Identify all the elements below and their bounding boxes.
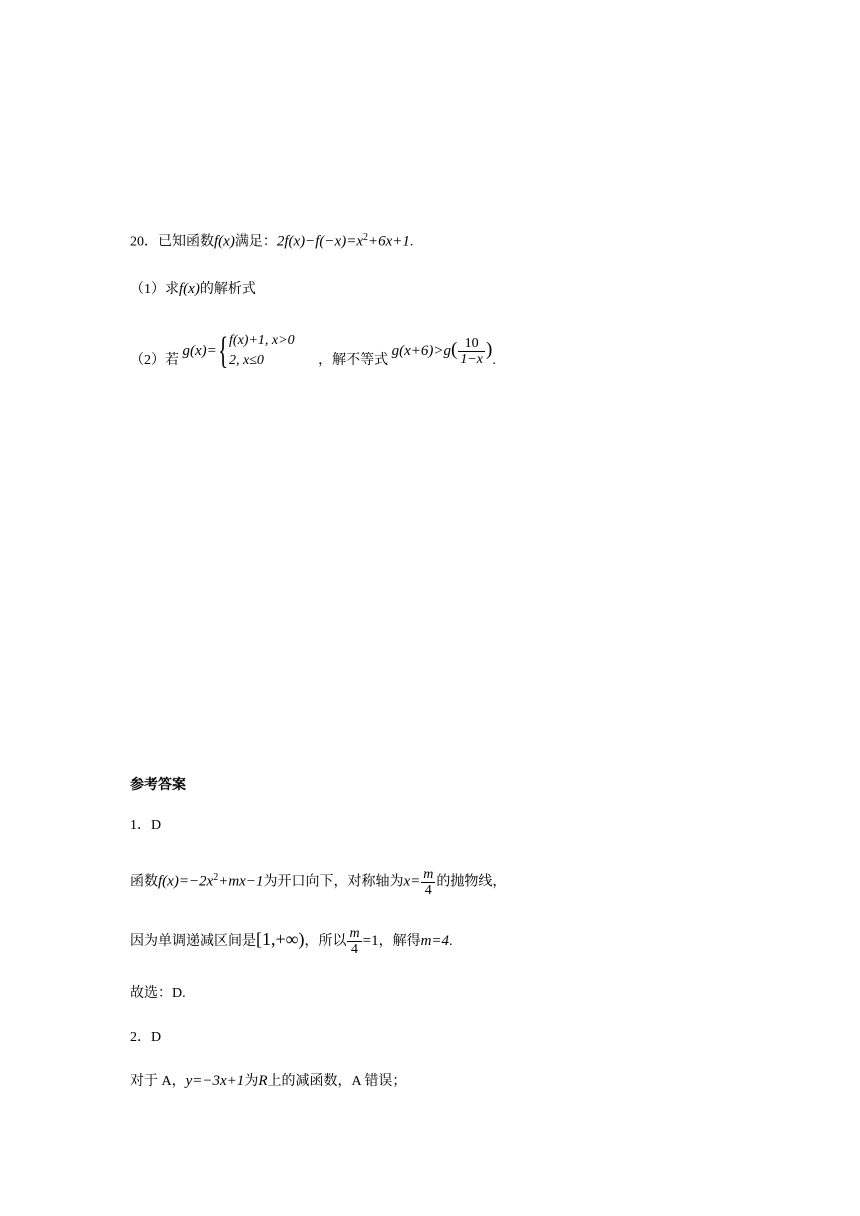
fraction-m-over-4: $\frac{m}{4}$ <box>349 926 360 958</box>
case-2: 2, x≤0 <box>229 353 264 369</box>
q20-stem: 20．已知函数f(x)满足：$2f(x)-f(-x)=x^2+6x+1$. <box>130 232 414 250</box>
answer-2: 2．D <box>130 1030 162 1045</box>
equation-rhs: +6x+1 <box>367 233 410 250</box>
answer-1-conclusion: 故选：D. <box>130 986 186 1001</box>
answer-1-line-2: 因为单调递减区间是[1,+∞)，所以 $\frac{m}{4}$ =1，解得m=4. <box>130 926 453 958</box>
piecewise-function: g(x)={ f(x)+1, x>0 2, x≤0 <box>182 330 295 373</box>
answers-heading: 参考答案 <box>130 777 186 793</box>
fraction: $\frac{10}{1-x}$ <box>460 336 483 368</box>
answer-2-line-1: 对于 A，y=−3x+1为R上的减函数，A 错误； <box>130 1073 407 1089</box>
answer-1-line-1: 函数$f(x)=-2x^2+mx-1$为开口向下，对称轴为x= $\frac{m}{4}$ 的抛物线， <box>130 866 507 898</box>
equation-exp: 2 <box>362 232 368 243</box>
inequality: g(x+6)>g( $\frac{10}{1-x}$ ) <box>391 336 493 368</box>
q20-part1: （1）求f(x)的解析式 <box>130 281 256 297</box>
q20-part2: （2）若 g(x)={ f(x)+1, x>0 2, x≤0 ，解不等式 g(x+6)>g( $\frac{10}{1-x}$ ). <box>130 330 496 373</box>
equation-lhs: 2f(x)−f(−x)=x <box>276 233 363 250</box>
fraction-m-over-4: $\frac{m}{4}$ <box>423 866 434 898</box>
fx-expr: f(x) <box>179 281 200 297</box>
case-1: f(x)+1, x>0 <box>229 333 295 349</box>
fx-expr: f(x) <box>214 233 235 250</box>
answer-1: 1．D <box>130 818 162 833</box>
